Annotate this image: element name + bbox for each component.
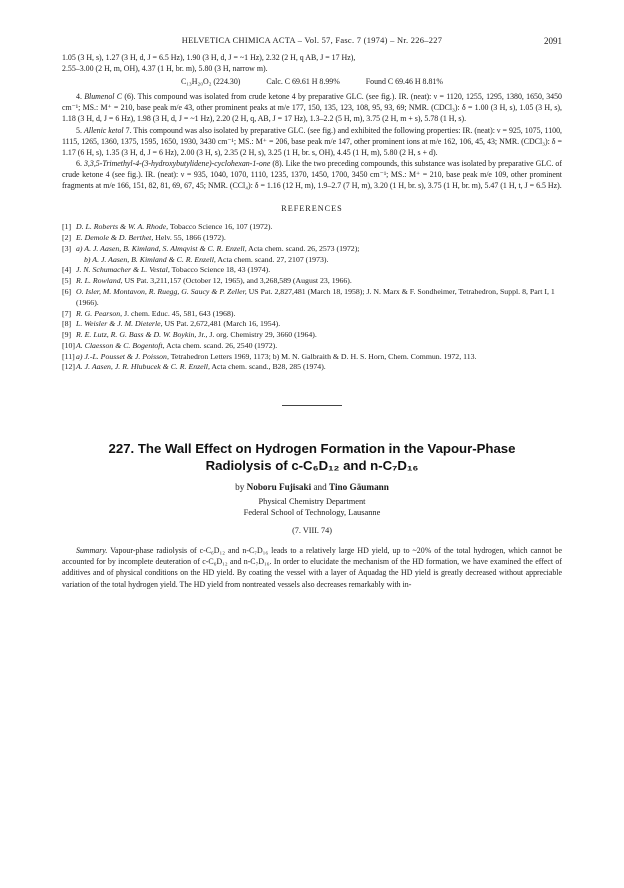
- reference-text: [76, 287, 562, 309]
- section-divider: [282, 405, 342, 406]
- reference-item: [62, 319, 562, 330]
- reference-citation: Helv. 55, 1866 (1972).: [153, 232, 226, 242]
- reference-text: [76, 362, 562, 373]
- reference-citation: Acta chem. scand. 26, 2540 (1972).: [164, 340, 278, 350]
- reference-item: [62, 309, 562, 320]
- nmr-continuation-line-1: 1.05 (3 H, s), 1.27 (3 H, d, J = 6.5 Hz), 1.90 (3 H, d, J = ~1 Hz), 2.32 (2 H, q AB, J = 17 Hz),: [62, 53, 356, 62]
- molecular-formula: C₁₃H₂₀O₂ (224.30): [181, 77, 241, 87]
- reference-text: [76, 309, 562, 320]
- article-title: [62, 440, 562, 474]
- page-number: 2091: [544, 36, 562, 46]
- reference-number: [9]: [62, 330, 72, 340]
- paragraph-allenic-ketol: 5. Allenic ketol 7. This compound was also isolated by preparative GLC. (see fig.) and exhibited the following properties: IR. (neat): ν = 925, 1075, 1100, 1115, 1265, 1360, 1375, 1595, 1650, 1930, 3430 cm⁻¹; MS.: M⁺ = 206, base peak m/e 147, other prominent ions at m/e 162, 106, 45, 43; NMR. (CDCl₃): δ = 1.17 (6 H, s), 1.35 (3 H, d, J = 6 Hz), 2.00 (3 H, s), 2.35 (2 H, s), 3.25 (1 H, br. s, OH), 4.45 (1 H, m), 5.80 (2 H, s + d).: [62, 125, 563, 157]
- received-date: (7. VIII. 74): [292, 526, 332, 536]
- reference-text: [76, 265, 562, 276]
- reference-item: [62, 362, 562, 373]
- reference-citation: US Pat. 3,211,157 (October 12, 1965), and 3,268,589 (August 23, 1966).: [122, 276, 352, 286]
- reference-item: [62, 341, 562, 352]
- reference-citation: Acta chem. scand. 27, 2107 (1973).: [215, 254, 329, 264]
- reference-item: [62, 287, 562, 309]
- nmr-continuation-line-2: 2.55–3.00 (2 H, m, OH), 4.37 (1 H, br. m), 5.80 (3 H, narrow m).: [62, 64, 268, 74]
- reference-citation: Acta chem. scand., B28, 285 (1974).: [209, 362, 326, 372]
- reference-citation: Tetrahedron Letters 1969, 1173; b) M. N. Galbraith & D. H. S. Horn, Chem. Commun. 1972, 113.: [168, 351, 477, 361]
- reference-number: [2]: [62, 232, 72, 242]
- reference-authors: a) J.-L. Pousset & J. Poisson,: [76, 351, 169, 361]
- article-title-line-1: 227. The Wall Effect on Hydrogen Formation in the Vapour-Phase: [108, 441, 516, 457]
- reference-text: [76, 233, 562, 244]
- summary-text: Vapour-phase radiolysis of c-C₆D₁₂ and n-C₇D₁₆ leads to a relatively large HD yield, up to ~20% of the total hydrogen, which cannot be accounted for by incomplete deuteration of c-C₆D₁₂ and n-C₇D₁₆. In order to elucidate the mechanism of the HD formation, we have examined the effect of additives and of physical conditions on the HD yield. By coating the vessel with a layer of Aquadag the HD yield is greatly decreased without appreciable variation of the total hydrogen yield. The HD yield from nontreated vessels also decreases remarkably with in-: [62, 546, 562, 589]
- compound-name: 3,3,5-Trimethyl-4-(3-hydroxybutylidene)-cyclohexan-1-one: [83, 158, 271, 168]
- reference-text: [76, 341, 562, 352]
- reference-authors: E. Demole & D. Berthet,: [76, 232, 154, 242]
- reference-authors: R. G. Pearson,: [76, 308, 123, 318]
- reference-authors: R. E. Lutz, R. G. Bass & D. W. Boykin,: [76, 330, 197, 340]
- analysis-calculated: Calc. C 69.61 H 8.99%: [266, 77, 340, 87]
- reference-authors: b) A. J. Aasen, B. Kimland & C. R. Enzell,: [84, 254, 216, 264]
- reference-item: [62, 276, 562, 287]
- reference-number: [5]: [62, 276, 72, 286]
- reference-authors: O. Isler, M. Montavon, R. Ruegg, G. Saucy & P. Zeller,: [76, 286, 247, 296]
- reference-number: [10]: [62, 340, 75, 350]
- reference-number: [62, 255, 76, 266]
- reference-number: [1]: [62, 222, 72, 232]
- reference-list: [62, 222, 562, 373]
- affiliation: [62, 496, 562, 518]
- reference-authors: a) A. J. Aasen, B. Kimland, S. Almqvist & C. R. Enzell,: [76, 243, 247, 253]
- reference-item: [62, 244, 562, 255]
- reference-authors: A. J. Aasen, J. R. Hlubucek & C. R. Enzell,: [76, 362, 210, 372]
- running-header: [62, 36, 562, 52]
- journal-page: [62, 36, 562, 590]
- reference-authors: J. N. Schumacher & L. Vestal,: [76, 265, 170, 275]
- article-summary: [62, 545, 562, 589]
- author-name: Noboru Fujisaki: [246, 482, 312, 493]
- reference-number: [11]: [62, 351, 75, 361]
- reference-item: [62, 222, 562, 233]
- reference-authors: L. Weisler & J. M. Dieterle,: [76, 319, 163, 329]
- reference-text: [76, 330, 562, 341]
- reference-text: [76, 319, 562, 330]
- reference-citation: US Pat. 2,672,481 (March 16, 1954).: [162, 319, 281, 329]
- reference-citation: J. chem. Educ. 45, 581, 643 (1968).: [122, 308, 236, 318]
- reference-number: [12]: [62, 362, 75, 372]
- reference-citation: Jr., J. org. Chemistry 29, 3660 (1964).: [196, 330, 317, 340]
- affiliation-line-2: Federal School of Technology, Lausanne: [243, 508, 381, 518]
- reference-item: [62, 233, 562, 244]
- reference-authors: A. Claesson & C. Bogentoft,: [76, 340, 165, 350]
- reference-authors: D. L. Roberts & W. A. Rhode,: [76, 222, 169, 232]
- experimental-text: [62, 52, 562, 191]
- author-line: by Noboru Fujisaki and Tino Gäumann: [235, 482, 389, 493]
- paragraph-trimethyl-cyclohexanone: 6. 3,3,5-Trimethyl-4-(3-hydroxybutylidene)-cyclohexan-1-one (8). Like the two preceding compounds, this substance was isolated by preparative GLC. of crude ketone 4 (see fig.). IR. (neat): ν = 935, 1040, 1070, 1110, 1235, 1370, 1450, 1700, 3450 cm⁻¹; MS.: M⁺ = 210, base peak m/e 109, other prominent fragments at m/e 166, 151, 82, 81, 69, 67, 45; NMR. (CCl₄): δ = 1.16 (12 H, m), 1.9–2.7 (7 H, m), 3.20 (1 H, br. s), 3.75 (1 H, br. m), 5.47 (1 H, t, J = 6.5 Hz).: [62, 158, 562, 191]
- reference-citation: Tobacco Science 16, 107 (1972).: [168, 222, 273, 232]
- reference-text: [76, 244, 562, 255]
- references-heading: REFERENCES: [281, 204, 343, 214]
- paragraph-blumenol-c: 4. Blumenol C (6). This compound was isolated from crude ketone 4 by preparative GLC. (see fig.). IR. (neat): ν = 1120, 1255, 1295, 1380, 1650, 3450 cm⁻¹; MS.: M⁺ = 210, base peak m/e 43, other prominent peaks at m/e 177, 150, 135, 123, 108, 95, 93, 69; NMR. (CDCl₃): δ = 1.00 (3 H, s), 1.05 (3 H, s), 1.18 (3 H, d, J = 6 Hz), 1.98 (3 H, d, J = ~1 Hz), 2.20 (2 H, q, AB, J = 17 Hz), 1.3–2.2 (5 H, m), 3.75 (2 H, m + s), 5.78 (1 H, s).: [62, 92, 562, 124]
- compound-name: Allenic ketol: [83, 125, 124, 135]
- analysis-found: Found C 69.46 H 8.81%: [365, 77, 443, 87]
- elemental-analysis: [62, 76, 562, 87]
- reference-number: [4]: [62, 265, 72, 275]
- summary-label: Summary.: [76, 546, 108, 556]
- reference-number: [8]: [62, 319, 72, 329]
- article-title-line-2: Radiolysis of c-C₆D₁₂ and n-C₇D₁₆: [205, 458, 419, 474]
- reference-text: [76, 352, 562, 363]
- reference-item: [62, 352, 562, 363]
- reference-text: [76, 276, 562, 287]
- author-name: Tino Gäumann: [329, 482, 389, 493]
- reference-citation: US Pat. 2,827,481 (March 18, 1958); J. N. Marx & F. Sondheimer, Tetrahedron, Suppl. 8, Part I, 1 (1966).: [76, 286, 555, 307]
- reference-item: [62, 330, 562, 341]
- reference-number: [7]: [62, 308, 72, 318]
- compound-name: Blumenol C: [84, 92, 123, 102]
- reference-authors: R. L. Rowland,: [76, 276, 123, 286]
- reference-number: [6]: [62, 286, 72, 296]
- running-head-text: HELVETICA CHIMICA ACTA – Vol. 57, Fasc. 7 (1974) – Nr. 226–227: [181, 36, 443, 45]
- reference-citation: Acta chem. scand. 26, 2573 (1972);: [246, 243, 360, 253]
- reference-number: [3]: [62, 243, 72, 253]
- reference-citation: Tobacco Science 18, 43 (1974).: [169, 265, 271, 275]
- affiliation-line-1: Physical Chemistry Department: [258, 497, 366, 507]
- reference-item: [62, 255, 562, 266]
- reference-text: [76, 222, 562, 233]
- reference-text: [76, 255, 562, 266]
- reference-item: [62, 265, 562, 276]
